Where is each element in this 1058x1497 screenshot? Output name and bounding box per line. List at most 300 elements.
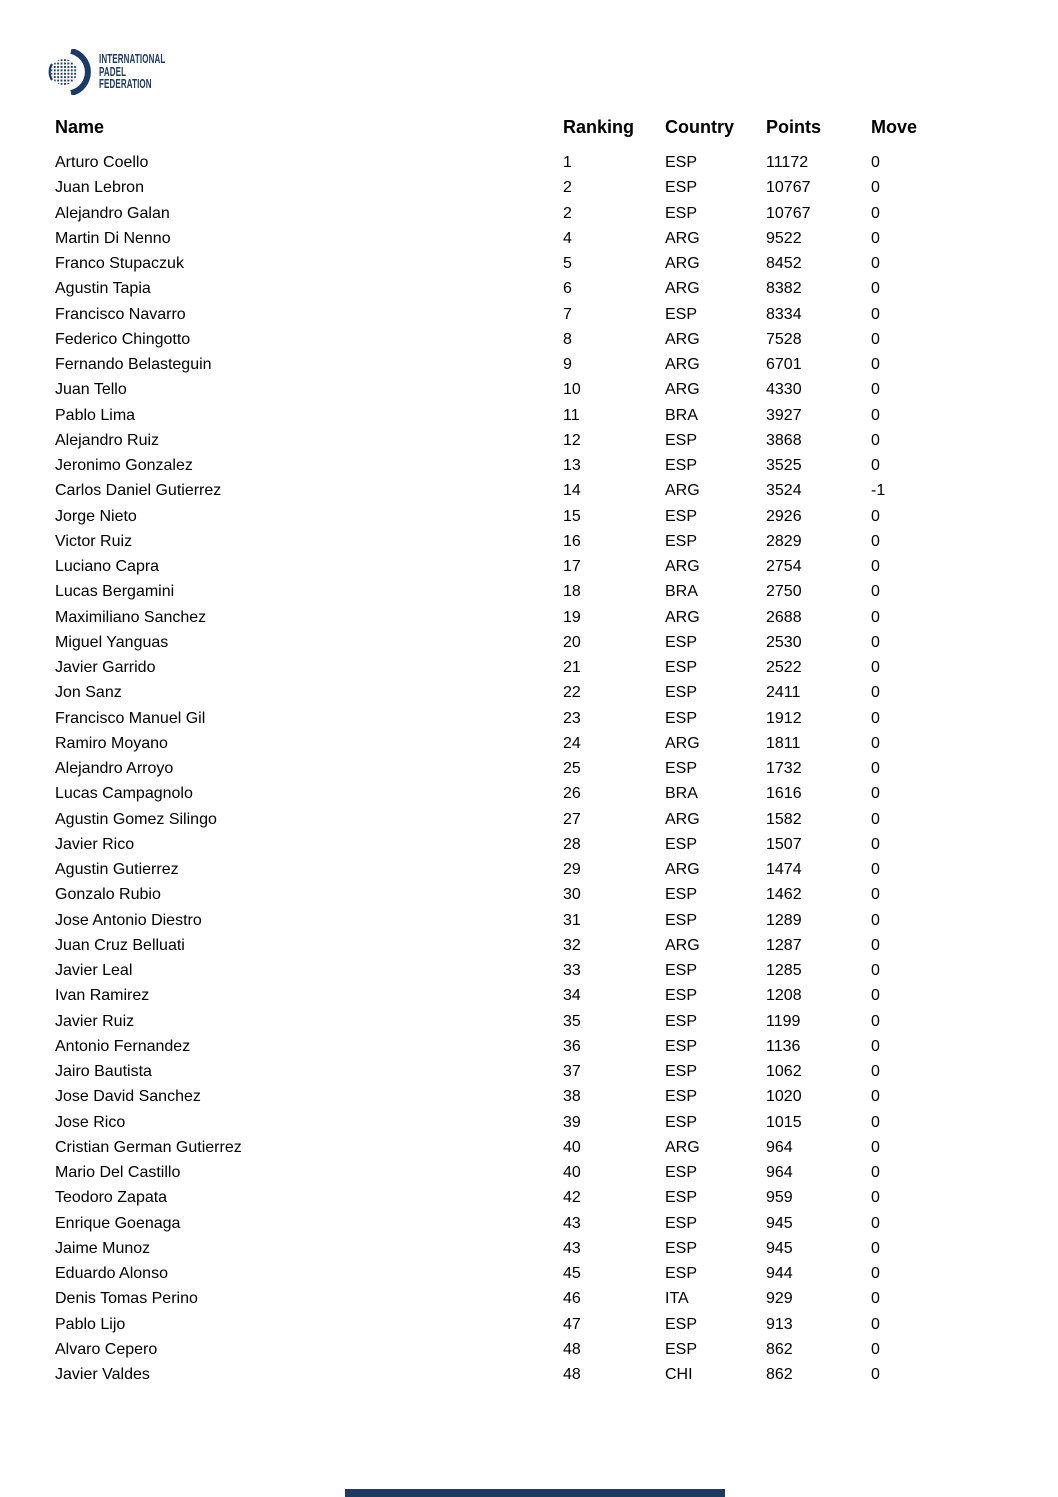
move-cell: 0 [871, 532, 880, 550]
points-cell: 7528 [766, 330, 802, 348]
ranking-cell: 2 [563, 204, 572, 222]
points-cell: 1582 [766, 810, 802, 828]
points-cell: 1462 [766, 886, 802, 904]
player-name-cell: Antonio Fernandez [55, 1037, 191, 1055]
logo-line-1: INTERNATIONAL [99, 51, 166, 66]
country-cell: BRA [665, 785, 698, 803]
ipf-logo-text [99, 53, 165, 91]
country-cell: ESP [665, 835, 698, 853]
player-name-cell: Luciano Capra [55, 558, 160, 575]
ranking-cell: 10 [563, 381, 581, 399]
ranking-cell: 12 [563, 431, 581, 449]
points-cell: 862 [766, 1340, 793, 1358]
ranking-cell: 32 [563, 936, 581, 954]
move-cell: 0 [871, 1138, 880, 1156]
ranking-cell: 40 [563, 1138, 581, 1156]
move-cell: -1 [871, 482, 886, 500]
country-cell: ESP [665, 1340, 698, 1358]
country-cell: ARG [665, 558, 700, 575]
move-cell: 0 [871, 1340, 880, 1358]
player-name-cell: Gonzalo Rubio [55, 886, 161, 904]
player-name-cell: Pablo Lima [55, 406, 136, 424]
points-cell: 1136 [766, 1037, 801, 1055]
move-cell: 0 [871, 356, 880, 373]
footer-bar [345, 1489, 725, 1497]
move-cell: 0 [871, 255, 880, 272]
country-cell: ARG [665, 810, 700, 828]
player-name-cell: Javier Ruiz [55, 1012, 135, 1030]
player-name-cell: Alvaro Cepero [55, 1340, 158, 1358]
points-cell: 944 [766, 1265, 793, 1282]
table-row [55, 1110, 1003, 1135]
player-name-cell: Jose Rico [55, 1113, 126, 1131]
points-cell: 1208 [766, 987, 802, 1005]
ranking-cell: 34 [563, 987, 581, 1005]
country-cell: CHI [665, 1366, 693, 1383]
country-cell: ARG [665, 280, 700, 298]
header-move: Move [871, 117, 918, 137]
table-body [55, 150, 1003, 1387]
ranking-cell: 7 [563, 305, 572, 323]
move-cell: 0 [871, 1366, 880, 1383]
country-cell: ESP [665, 633, 698, 651]
points-cell: 3525 [766, 457, 802, 474]
move-cell: 0 [871, 1290, 880, 1308]
move-cell: 0 [871, 406, 880, 424]
table-row [55, 1312, 1003, 1337]
move-cell: 0 [871, 810, 880, 828]
table-row [55, 680, 1003, 705]
logo-line-2: PADEL [99, 64, 127, 79]
country-cell: ARG [665, 381, 700, 399]
points-cell: 945 [766, 1214, 793, 1232]
move-cell: 0 [871, 1265, 880, 1282]
table-row [55, 276, 1003, 301]
player-name-cell: Cristian German Gutierrez [55, 1138, 242, 1156]
ranking-cell: 33 [563, 962, 581, 979]
points-cell: 1289 [766, 911, 802, 929]
points-cell: 1507 [766, 835, 802, 853]
points-cell: 6701 [766, 356, 802, 373]
points-cell: 2530 [766, 633, 802, 651]
points-cell: 2926 [766, 507, 802, 525]
ranking-cell: 25 [563, 760, 581, 777]
player-name-cell: Franco Stupaczuk [55, 255, 184, 272]
country-cell: ESP [665, 154, 698, 171]
table-row [55, 605, 1003, 630]
country-cell: ARG [665, 1138, 700, 1156]
ranking-cell: 4 [563, 229, 572, 247]
player-name-cell: Juan Lebron [55, 179, 144, 197]
player-name-cell: Javier Garrido [55, 659, 156, 676]
points-cell: 3868 [766, 431, 802, 449]
table-row [55, 857, 1003, 882]
country-cell: ARG [665, 936, 700, 954]
ranking-cell: 29 [563, 861, 581, 878]
points-cell: 1287 [766, 936, 802, 954]
points-cell: 11172 [766, 154, 809, 171]
player-name-cell: Miguel Yanguas [55, 633, 169, 651]
points-cell: 3524 [766, 482, 802, 500]
move-cell: 0 [871, 785, 880, 803]
move-cell: 0 [871, 633, 880, 651]
table-row [55, 201, 1003, 226]
country-cell: ARG [665, 229, 700, 247]
country-cell: ARG [665, 608, 700, 626]
country-cell: ESP [665, 1315, 698, 1333]
player-name-cell: Javier Valdes [55, 1366, 150, 1383]
points-cell: 964 [766, 1138, 793, 1156]
move-cell: 0 [871, 229, 880, 247]
country-cell: BRA [665, 406, 698, 424]
country-cell: ESP [665, 1265, 698, 1282]
player-name-cell: Lucas Campagnolo [55, 785, 193, 803]
ranking-cell: 23 [563, 709, 581, 727]
move-cell: 0 [871, 1214, 880, 1232]
points-cell: 1811 [766, 734, 801, 752]
country-cell: ARG [665, 734, 700, 752]
table-row [55, 933, 1003, 958]
ranking-cell: 6 [563, 280, 572, 298]
move-cell: 0 [871, 583, 880, 601]
player-name-cell: Alejandro Galan [55, 204, 170, 222]
ranking-cell: 17 [563, 558, 581, 575]
header-ranking: Ranking [563, 117, 635, 137]
move-cell: 0 [871, 659, 880, 676]
move-cell: 0 [871, 760, 880, 777]
points-cell: 929 [766, 1290, 793, 1308]
move-cell: 0 [871, 962, 880, 979]
points-cell: 2688 [766, 608, 802, 626]
move-cell: 0 [871, 1164, 880, 1181]
country-cell: ESP [665, 1012, 698, 1030]
table-row [55, 1135, 1003, 1160]
move-cell: 0 [871, 608, 880, 626]
table-row [55, 226, 1003, 251]
country-cell: ESP [665, 179, 698, 197]
points-cell: 4330 [766, 381, 802, 399]
points-cell: 8452 [766, 255, 802, 272]
player-name-cell: Maximiliano Sanchez [55, 608, 207, 626]
table-row [55, 352, 1003, 377]
country-cell: ESP [665, 684, 698, 702]
ranking-cell: 47 [563, 1315, 581, 1333]
points-cell: 862 [766, 1366, 793, 1383]
country-cell: ESP [665, 1164, 698, 1181]
move-cell: 0 [871, 204, 880, 222]
points-cell: 2411 [766, 684, 801, 702]
ranking-cell: 11 [563, 406, 580, 424]
country-cell: ESP [665, 962, 698, 979]
move-cell: 0 [871, 709, 880, 727]
move-cell: 0 [871, 1113, 880, 1131]
ranking-cell: 40 [563, 1164, 581, 1181]
header-name: Name [55, 117, 105, 137]
move-cell: 0 [871, 1239, 880, 1257]
table-row [55, 579, 1003, 604]
player-name-cell: Fernando Belasteguin [55, 356, 212, 373]
player-name-cell: Jaime Munoz [55, 1239, 151, 1257]
table-row [55, 1185, 1003, 1210]
table-row [55, 1009, 1003, 1034]
ranking-cell: 2 [563, 179, 572, 197]
player-name-cell: Jose Antonio Diestro [55, 911, 202, 929]
ranking-cell: 28 [563, 835, 581, 853]
table-row [55, 655, 1003, 680]
ranking-cell: 13 [563, 457, 581, 474]
points-cell: 1912 [766, 709, 802, 727]
table-row [55, 504, 1003, 529]
points-cell: 1474 [766, 861, 802, 878]
table-row [55, 958, 1003, 983]
move-cell: 0 [871, 684, 880, 702]
table-row [55, 403, 1003, 428]
points-cell: 10767 [766, 204, 811, 222]
move-cell: 0 [871, 911, 880, 929]
ranking-cell: 36 [563, 1037, 581, 1055]
ranking-cell: 30 [563, 886, 581, 904]
table-row [55, 1236, 1003, 1261]
country-cell: ESP [665, 1214, 698, 1232]
player-name-cell: Federico Chingotto [55, 330, 191, 348]
padel-ball-icon [47, 49, 93, 95]
country-cell: ESP [665, 532, 698, 550]
points-cell: 1062 [766, 1063, 802, 1080]
move-cell: 0 [871, 507, 880, 525]
move-cell: 0 [871, 280, 880, 298]
country-cell: ESP [665, 431, 698, 449]
ranking-cell: 20 [563, 633, 581, 651]
country-cell: ESP [665, 659, 698, 676]
country-cell: ITA [665, 1290, 689, 1308]
ipf-logo [47, 49, 203, 95]
player-name-cell: Agustin Gomez Silingo [55, 810, 217, 828]
table-row [55, 1160, 1003, 1185]
points-cell: 8382 [766, 280, 802, 298]
points-cell: 959 [766, 1189, 793, 1207]
country-cell: ESP [665, 1037, 698, 1055]
player-name-cell: Jorge Nieto [55, 507, 137, 525]
country-cell: ESP [665, 1088, 698, 1106]
points-cell: 8334 [766, 305, 802, 323]
table-row [55, 150, 1003, 175]
table-row [55, 529, 1003, 554]
move-cell: 0 [871, 1315, 880, 1333]
move-cell: 0 [871, 1189, 880, 1207]
table-row [55, 1211, 1003, 1236]
move-cell: 0 [871, 886, 880, 904]
country-cell: ARG [665, 482, 700, 500]
ranking-cell: 16 [563, 532, 581, 550]
ranking-cell: 31 [563, 911, 581, 929]
country-cell: ARG [665, 255, 700, 272]
ranking-cell: 48 [563, 1340, 581, 1358]
header-country: Country [665, 117, 734, 137]
points-cell: 913 [766, 1315, 793, 1333]
player-name-cell: Carlos Daniel Gutierrez [55, 482, 222, 500]
table-row [55, 756, 1003, 781]
ranking-table [55, 114, 1003, 1387]
table-row [55, 1286, 1003, 1311]
points-cell: 964 [766, 1164, 793, 1181]
table-row [55, 1034, 1003, 1059]
points-cell: 2754 [766, 558, 802, 575]
player-name-cell: Juan Tello [55, 381, 127, 399]
move-cell: 0 [871, 330, 880, 348]
move-cell: 0 [871, 558, 880, 575]
player-name-cell: Agustin Tapia [55, 280, 151, 298]
player-name-cell: Martin Di Nenno [55, 229, 171, 247]
table-row [55, 832, 1003, 857]
country-cell: ESP [665, 457, 698, 474]
ranking-cell: 27 [563, 810, 581, 828]
table-row [55, 1059, 1003, 1084]
move-cell: 0 [871, 431, 880, 449]
table-row [55, 1084, 1003, 1109]
player-name-cell: Agustin Gutierrez [55, 861, 179, 878]
move-cell: 0 [871, 305, 880, 323]
player-name-cell: Denis Tomas Perino [55, 1290, 198, 1308]
player-name-cell: Jairo Bautista [55, 1063, 152, 1080]
points-cell: 10767 [766, 179, 811, 197]
points-cell: 945 [766, 1239, 793, 1257]
table-header-row [55, 114, 1003, 140]
ranking-cell: 43 [563, 1214, 581, 1232]
country-cell: ESP [665, 1063, 698, 1080]
move-cell: 0 [871, 154, 880, 171]
country-cell: ESP [665, 886, 698, 904]
points-cell: 1732 [766, 760, 802, 777]
ranking-cell: 8 [563, 330, 572, 348]
move-cell: 0 [871, 1088, 880, 1106]
country-cell: ESP [665, 760, 698, 777]
move-cell: 0 [871, 734, 880, 752]
table-row [55, 882, 1003, 907]
player-name-cell: Lucas Bergamini [55, 583, 175, 601]
table-row [55, 781, 1003, 806]
points-cell: 1616 [766, 785, 802, 803]
move-cell: 0 [871, 179, 880, 197]
points-cell: 1199 [766, 1012, 801, 1030]
move-cell: 0 [871, 1037, 880, 1055]
player-name-cell: Francisco Manuel Gil [55, 709, 206, 727]
ranking-cell: 14 [563, 482, 581, 500]
move-cell: 0 [871, 381, 880, 399]
player-name-cell: Enrique Goenaga [55, 1214, 181, 1232]
ranking-cell: 15 [563, 507, 581, 525]
ranking-cell: 39 [563, 1113, 581, 1131]
player-name-cell: Juan Cruz Belluati [55, 936, 185, 954]
country-cell: ESP [665, 507, 698, 525]
table-row [55, 1261, 1003, 1286]
points-cell: 1015 [766, 1113, 802, 1131]
country-cell: ESP [665, 204, 698, 222]
player-name-cell: Arturo Coello [55, 154, 149, 171]
country-cell: ESP [665, 1113, 698, 1131]
table-row [55, 251, 1003, 276]
ranking-cell: 42 [563, 1189, 581, 1207]
ranking-cell: 46 [563, 1290, 581, 1308]
ranking-cell: 21 [563, 659, 581, 676]
table-row [55, 453, 1003, 478]
table-row [55, 554, 1003, 579]
country-cell: ESP [665, 1189, 698, 1207]
table-row [55, 478, 1003, 503]
player-name-cell: Javier Leal [55, 962, 133, 979]
ranking-cell: 9 [563, 356, 572, 373]
player-name-cell: Jon Sanz [55, 684, 122, 702]
player-name-cell: Eduardo Alonso [55, 1265, 168, 1282]
table-row [55, 731, 1003, 756]
move-cell: 0 [871, 987, 880, 1005]
ranking-cell: 37 [563, 1063, 581, 1080]
ranking-cell: 43 [563, 1239, 581, 1257]
country-cell: ESP [665, 911, 698, 929]
ranking-cell: 35 [563, 1012, 581, 1030]
move-cell: 0 [871, 936, 880, 954]
table-row [55, 1337, 1003, 1362]
ranking-cell: 22 [563, 684, 581, 702]
player-name-cell: Victor Ruiz [55, 532, 133, 550]
table-row [55, 175, 1003, 200]
points-cell: 2750 [766, 583, 802, 601]
table-row [55, 327, 1003, 352]
table-row [55, 302, 1003, 327]
country-cell: ESP [665, 305, 698, 323]
table-row [55, 377, 1003, 402]
ranking-cell: 1 [563, 154, 572, 171]
ranking-cell: 24 [563, 734, 581, 752]
player-name-cell: Alejandro Arroyo [55, 760, 174, 777]
table-row [55, 1362, 1003, 1387]
country-cell: ESP [665, 709, 698, 727]
move-cell: 0 [871, 457, 880, 474]
points-cell: 1285 [766, 962, 802, 979]
ranking-cell: 48 [563, 1366, 581, 1383]
table-row [55, 908, 1003, 933]
player-name-cell: Jeronimo Gonzalez [55, 457, 193, 474]
ranking-cell: 5 [563, 255, 572, 272]
move-cell: 0 [871, 861, 880, 878]
country-cell: ESP [665, 1239, 698, 1257]
ranking-cell: 26 [563, 785, 581, 803]
table-row [55, 428, 1003, 453]
player-name-cell: Pablo Lijo [55, 1315, 126, 1333]
country-cell: ARG [665, 330, 700, 348]
points-cell: 1020 [766, 1088, 802, 1106]
ranking-cell: 38 [563, 1088, 581, 1106]
points-cell: 2522 [766, 659, 802, 676]
ranking-cell: 45 [563, 1265, 581, 1282]
country-cell: BRA [665, 583, 698, 601]
header-points: Points [766, 117, 822, 137]
country-cell: ARG [665, 861, 700, 878]
player-name-cell: Jose David Sanchez [55, 1088, 201, 1106]
player-name-cell: Mario Del Castillo [55, 1164, 181, 1181]
player-name-cell: Alejandro Ruiz [55, 431, 160, 449]
move-cell: 0 [871, 835, 880, 853]
points-cell: 9522 [766, 229, 802, 247]
table-row [55, 630, 1003, 655]
ranking-cell: 19 [563, 608, 581, 626]
table-row [55, 983, 1003, 1008]
player-name-cell: Javier Rico [55, 835, 135, 853]
move-cell: 0 [871, 1063, 880, 1080]
country-cell: ESP [665, 987, 698, 1005]
player-name-cell: Ivan Ramirez [55, 987, 150, 1005]
logo-line-3: FEDERATION [99, 77, 152, 92]
player-name-cell: Francisco Navarro [55, 305, 186, 323]
